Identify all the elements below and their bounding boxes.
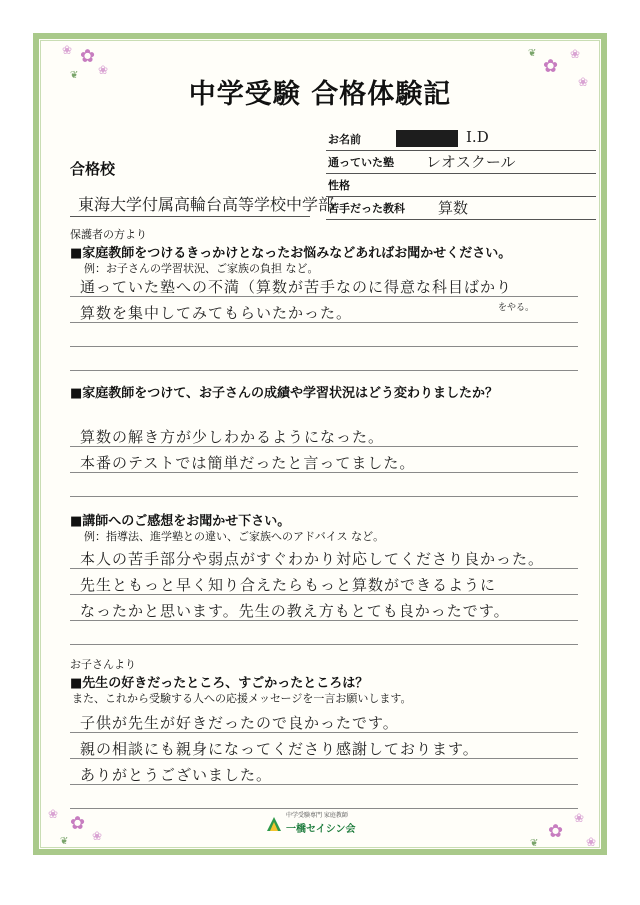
juku-row xyxy=(326,151,596,174)
answer-4-line-3: ありがとうございました。 xyxy=(80,766,273,784)
ruled-line xyxy=(70,644,578,645)
ruled-line xyxy=(70,594,578,595)
answer-2-line-2: 本番のテストでは簡単だったと言ってました。 xyxy=(80,454,416,472)
personality-label: 性格 xyxy=(328,179,350,192)
brand-logo-icon xyxy=(266,816,282,832)
answer-3-line-3: なったかと思います。先生の教え方もとても良かったです。 xyxy=(80,602,510,620)
answer-1-note: をやる。 xyxy=(498,303,535,313)
leaf-decoration-icon: ❦ xyxy=(530,838,539,849)
weak-subject-value: 算数 xyxy=(438,199,469,217)
answer-3-line-1: 本人の苦手部分や弱点がすぐわかり対応してくださり良かった。 xyxy=(80,550,545,568)
answer-4-line-1: 子供が先生が好きだったので良かったです。 xyxy=(80,714,399,732)
ruled-line xyxy=(70,296,578,297)
ruled-line xyxy=(70,322,578,323)
answer-4-line-2: 親の相談にも親身になってくださり感謝しております。 xyxy=(80,740,479,758)
guardian-heading: 保護者の方より xyxy=(70,228,147,241)
name-row xyxy=(326,128,596,151)
ruled-line xyxy=(70,568,578,569)
ruled-line xyxy=(70,496,578,497)
answer-2-line-1: 算数の解き方が少しわかるようになった。 xyxy=(80,428,385,446)
redaction-block xyxy=(396,130,458,147)
weak-subject-row xyxy=(326,197,596,220)
ruled-line xyxy=(70,346,578,347)
name-value: I.D xyxy=(466,128,489,146)
leaf-decoration-icon: ❦ xyxy=(70,70,79,81)
school-label: 合格校 xyxy=(70,160,116,178)
flower-decoration-icon: ❀ xyxy=(574,811,585,825)
leaf-decoration-icon: ❦ xyxy=(528,48,537,59)
child-heading: お子さんより xyxy=(70,658,136,671)
student-info-table xyxy=(326,128,596,220)
leaf-decoration-icon: ❦ xyxy=(60,836,69,847)
flower-decoration-icon: ❀ xyxy=(586,835,597,849)
flower-decoration-icon: ✿ xyxy=(548,821,564,842)
school-name: 東海大学付属高輪台高等学校中学部 xyxy=(78,195,335,214)
answer-3-line-2: 先生ともっと早く知り合えたらもっと算数ができるように xyxy=(80,576,497,594)
ruled-line xyxy=(70,732,578,733)
ruled-line xyxy=(70,472,578,473)
question-2: ■家庭教師をつけて、お子さんの成績や学習状況はどう変わりましたか？ xyxy=(70,386,499,401)
ruled-line xyxy=(70,370,578,371)
brand-name: 一橋セイシン会 xyxy=(286,824,356,835)
juku-label: 通っていた塾 xyxy=(328,156,394,169)
ruled-line xyxy=(70,446,578,447)
flower-decoration-icon: ❀ xyxy=(98,63,109,77)
answer-1-line-1: 通っていた塾への不満（算数が苦手なのに得意な科目ばかり xyxy=(80,278,513,296)
flower-decoration-icon: ✿ xyxy=(70,813,86,834)
flower-decoration-icon: ❀ xyxy=(48,807,59,821)
school-underline xyxy=(70,216,310,217)
question-4: ■先生の好きだったところ、すごかったところは？ xyxy=(70,676,369,691)
flower-decoration-icon: ✿ xyxy=(80,46,96,67)
question-1-example: 例：お子さんの学習状況、ご家族の負担 など。 xyxy=(84,262,319,275)
brand-tagline: 中学受験専門 家庭教師 xyxy=(286,812,348,819)
flower-decoration-icon: ✿ xyxy=(543,56,559,77)
flower-decoration-icon: ❀ xyxy=(570,47,581,61)
weak-subject-label: 苦手だった教科 xyxy=(328,202,405,215)
answer-1-line-2: 算数を集中してみてもらいたかった。 xyxy=(80,304,353,322)
flower-decoration-icon: ❀ xyxy=(92,829,103,843)
flower-decoration-icon: ❀ xyxy=(62,43,73,57)
page-title: 中学受験 合格体験記 xyxy=(188,79,452,110)
question-3-example: 例：指導法、進学塾との違い、ご家族へのアドバイス など。 xyxy=(84,530,385,543)
ruled-line xyxy=(70,784,578,785)
brand-logo xyxy=(266,810,374,844)
personality-row xyxy=(326,174,596,197)
juku-value: レオスクール xyxy=(426,153,516,171)
ruled-line xyxy=(70,620,578,621)
question-1: ■家庭教師をつけるきっかけとなったお悩みなどあればお聞かせください。 xyxy=(70,246,512,261)
question-4-sub: また、これから受験する人への応援メッセージを一言お願いします。 xyxy=(72,692,412,705)
ruled-line xyxy=(70,808,578,809)
ruled-line xyxy=(70,758,578,759)
flower-decoration-icon: ❀ xyxy=(578,75,589,89)
name-label: お名前 xyxy=(328,133,361,146)
question-3: ■講師へのご感想をお聞かせ下さい。 xyxy=(70,514,291,529)
